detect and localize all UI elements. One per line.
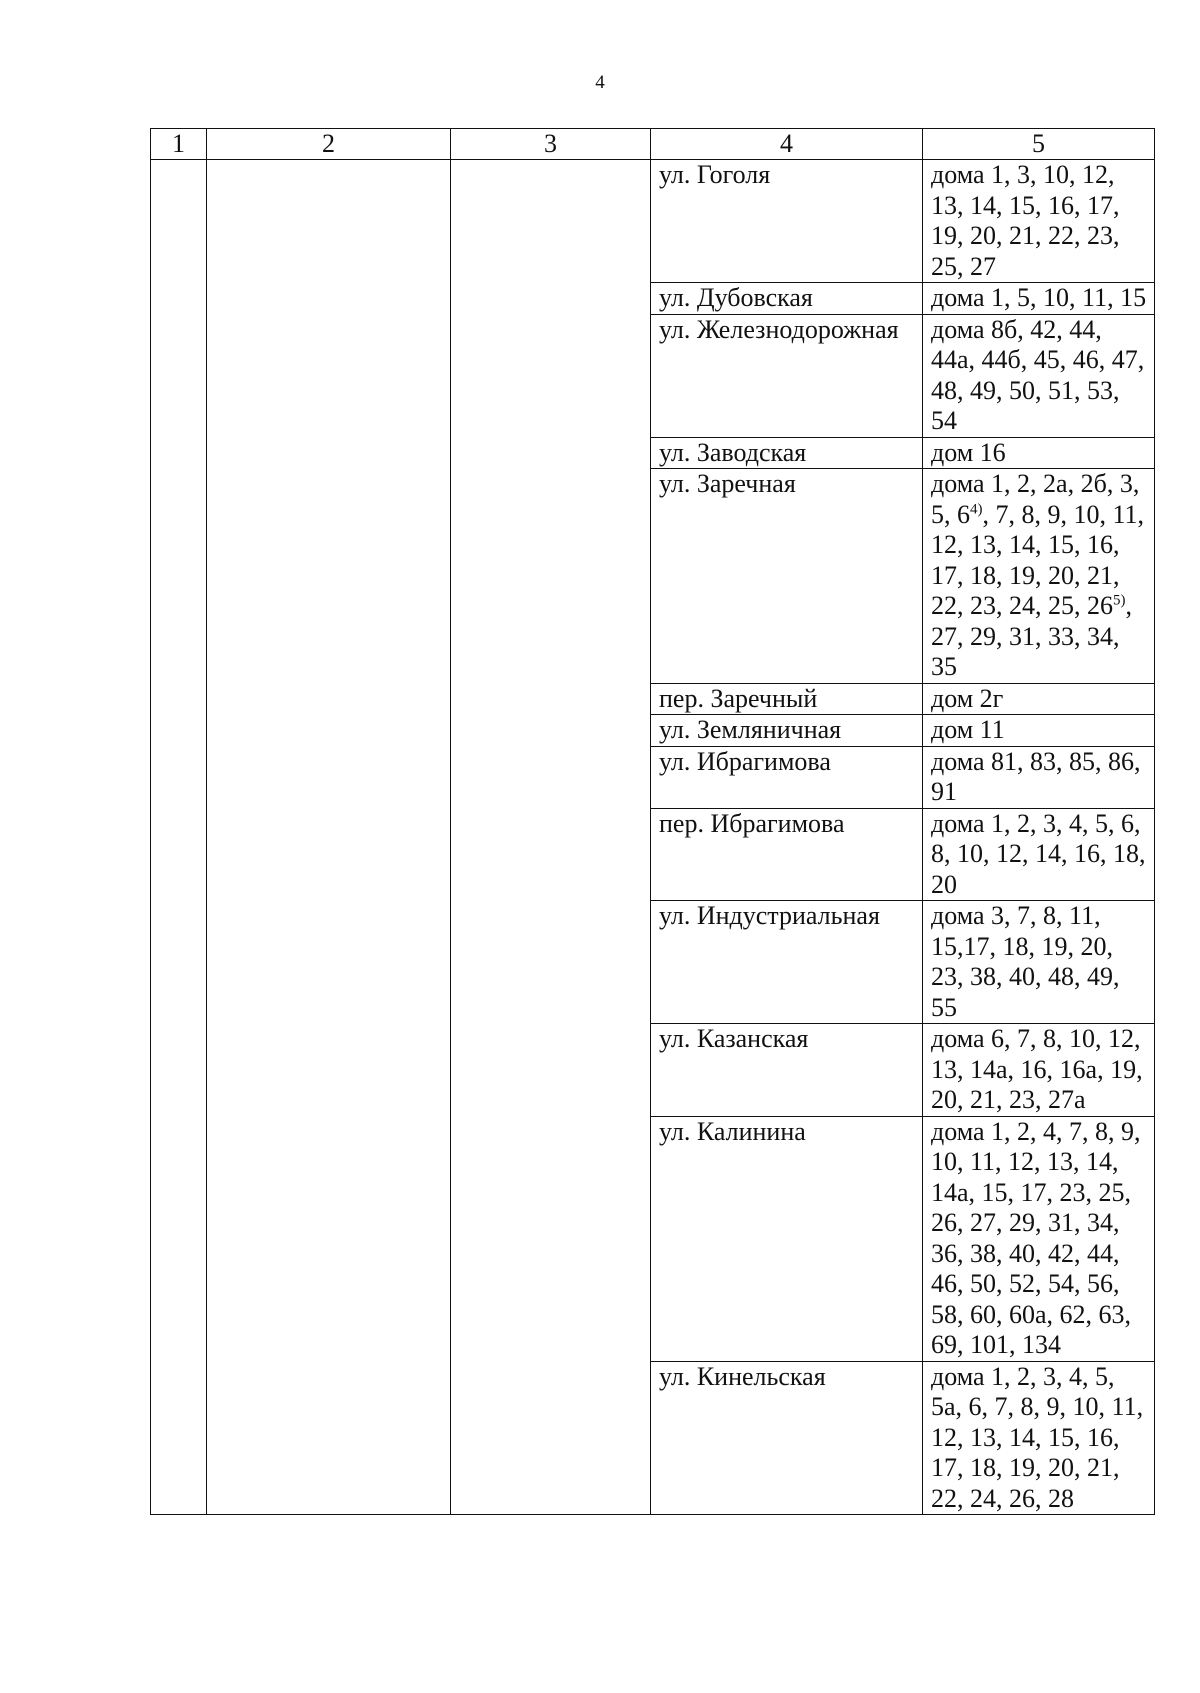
- column-header: 3: [451, 129, 651, 160]
- houses-cell: дома 1, 2, 3, 4, 5, 6, 8, 10, 12, 14, 16, 18, 20: [923, 808, 1155, 901]
- address-table: [150, 128, 1155, 1515]
- street-cell: ул. Дубовская: [651, 283, 923, 315]
- houses-cell: дома 1, 2, 4, 7, 8, 9, 10, 11, 12, 13, 14, 14а, 15, 17, 23, 25, 26, 27, 29, 31, 34, 36, 38, 40, 42, 44, 46, 50, 52, 54, 56, 58, 60, 60а, 62, 63, 69, 101, 134: [923, 1116, 1155, 1361]
- column-header: 5: [923, 129, 1155, 160]
- empty-cell-col3: [451, 160, 651, 1515]
- empty-cell-col2: [207, 160, 451, 1515]
- street-cell: пер. Ибрагимова: [651, 808, 923, 901]
- houses-cell: дома 8б, 42, 44, 44а, 44б, 45, 46, 47, 48, 49, 50, 51, 53, 54: [923, 314, 1155, 437]
- empty-cell-col1: [151, 160, 207, 1515]
- street-cell: ул. Ибрагимова: [651, 746, 923, 808]
- houses-cell: [923, 469, 1155, 684]
- column-header: 1: [151, 129, 207, 160]
- street-cell: ул. Кинельская: [651, 1361, 923, 1515]
- houses-cell: дома 81, 83, 85, 86, 91: [923, 746, 1155, 808]
- houses-text: , 7, 8, 9, 10, 11, 12, 13, 14, 15, 16, 17, 18, 19, 20, 21, 22, 23, 24, 25, 26: [931, 499, 1145, 620]
- table-row: [151, 160, 1155, 283]
- street-cell: ул. Индустриальная: [651, 901, 923, 1024]
- houses-cell: дома 1, 3, 10, 12, 13, 14, 15, 16, 17, 19, 20, 21, 22, 23, 25, 27: [923, 160, 1155, 283]
- houses-cell: дома 1, 5, 10, 11, 15: [923, 283, 1155, 315]
- houses-text: дома 1, 2, 2а, 2б, 3, 5, 6: [931, 469, 1140, 529]
- houses-cell: дом 16: [923, 437, 1155, 469]
- street-cell: ул. Казанская: [651, 1024, 923, 1117]
- table-header-row: [151, 129, 1155, 160]
- column-header: 4: [651, 129, 923, 160]
- street-cell: пер. Заречный: [651, 683, 923, 715]
- street-cell: ул. Железнодорожная: [651, 314, 923, 437]
- street-cell: ул. Калинина: [651, 1116, 923, 1361]
- houses-cell: дом 11: [923, 715, 1155, 747]
- houses-cell: дома 6, 7, 8, 10, 12, 13, 14а, 16, 16а, 19, 20, 21, 23, 27а: [923, 1024, 1155, 1117]
- column-header: 2: [207, 129, 451, 160]
- houses-cell: дома 3, 7, 8, 11, 15,17, 18, 19, 20, 23, 38, 40, 48, 49, 55: [923, 901, 1155, 1024]
- footnote-ref: 5): [1113, 592, 1126, 609]
- street-cell: ул. Земляничная: [651, 715, 923, 747]
- street-cell: ул. Заречная: [651, 469, 923, 684]
- street-cell: ул. Гоголя: [651, 160, 923, 283]
- houses-cell: дома 1, 2, 3, 4, 5, 5а, 6, 7, 8, 9, 10, 11, 12, 13, 14, 15, 16, 17, 18, 19, 20, 21, 22, 24, 26, 28: [923, 1361, 1155, 1515]
- footnote-ref: 4): [970, 500, 983, 517]
- houses-cell: дом 2г: [923, 683, 1155, 715]
- street-cell: ул. Заводская: [651, 437, 923, 469]
- houses-text: , 27, 29, 31, 33, 34, 35: [931, 591, 1132, 681]
- page-number: 4: [595, 72, 605, 93]
